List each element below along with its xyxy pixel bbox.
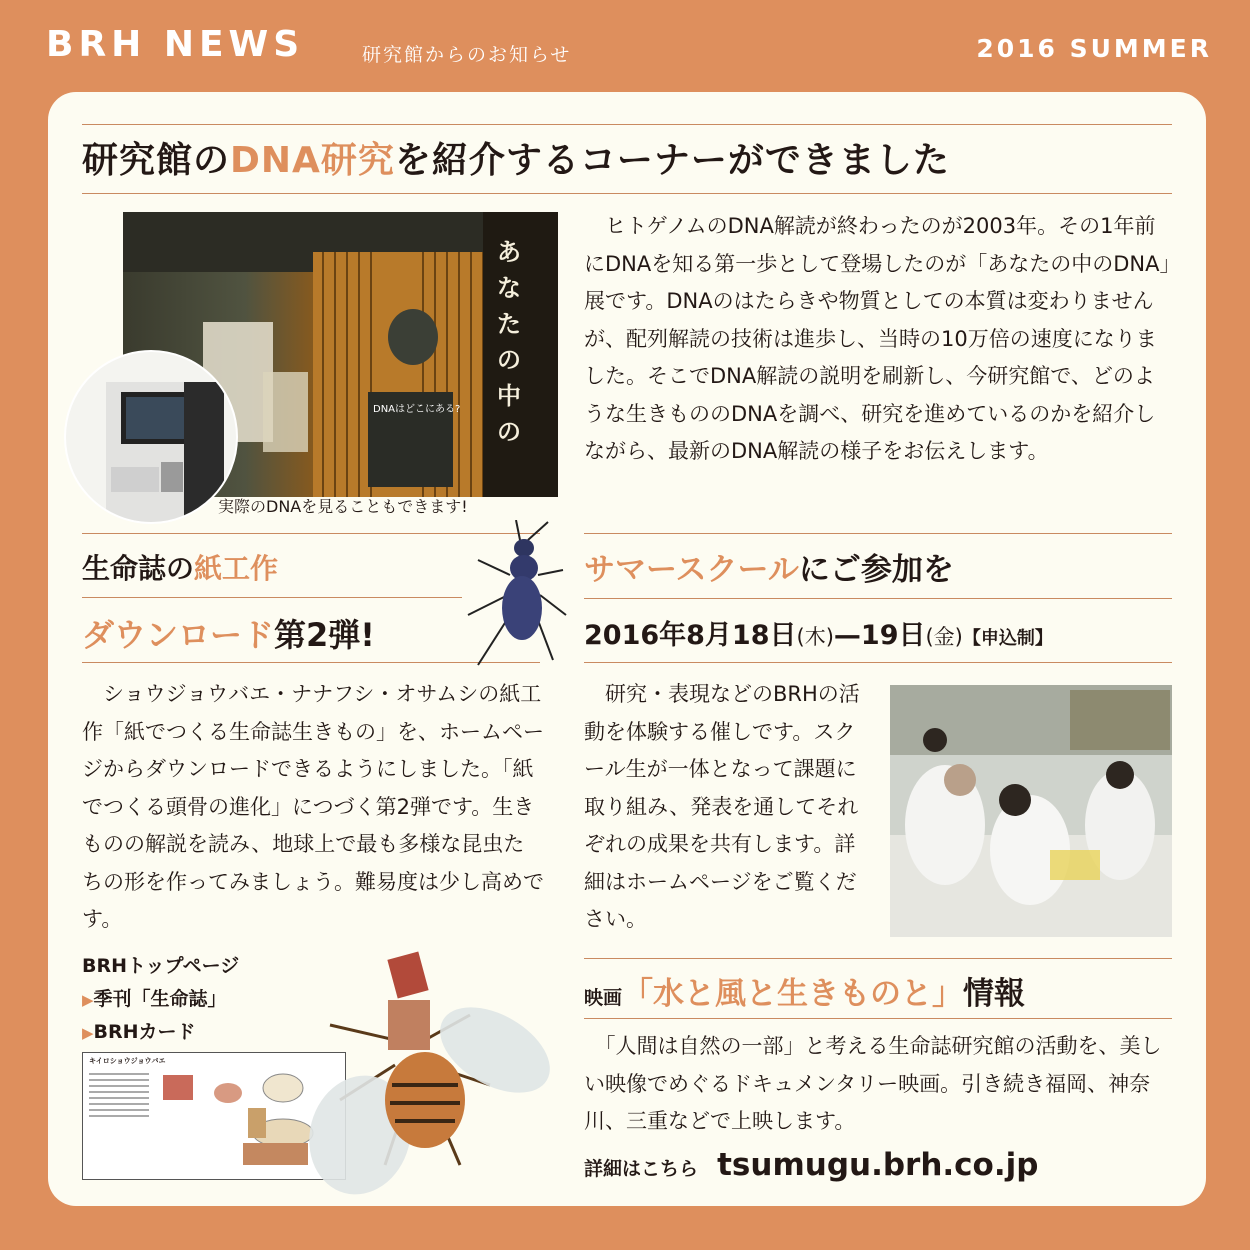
paper-article-body: ショウジョウバエ・ナナフシ・オサムシの紙工作「紙でつくる生命誌生きもの」を、ホームページからダウンロードできるようにしました。「紙でつくる頭骨の進化」につづく第2弾です。生きものの解説を読み、地球上で最も多様な昆虫たちの形を作ってみましょう。難易度は少し高めです。 — [82, 682, 544, 931]
film-body: 「人間は自然の一部」と考える生命誌研究館の活動を、美しい映像でめぐるドキュメンタリー映画。引き続き福岡、神奈川、三重などで上映します。 — [584, 1034, 1162, 1133]
dna-article-body: ヒトゲノムのDNA解読が終わったのが2003年。その1年前にDNAを知る第一歩として登場したのが「あなたの中のDNA」展です。DNAのはたらきや物質としての本質は変わりませんが、配列解読の技術は進歩し、当時の10万倍の速度になりました。そこでDNA解読の説明を刷新し、今研究館で、どのような生きもののDNAを調べ、研究を進めているのかを紹介しながら、最新のDNA解読の様子をお伝えします。 — [584, 214, 1170, 463]
main-headline: 研究館のDNA研究を紹介するコーナーができました — [82, 140, 950, 181]
film-heading: 映画「水と風と生きものと」情報 — [584, 976, 1026, 1012]
paper-heading-1: 生命誌の紙工作 — [82, 552, 279, 585]
divider — [82, 193, 1172, 194]
exhibit-panel-text: DNAはどこにある? — [373, 404, 461, 415]
divider — [584, 662, 1172, 663]
details-label: 詳細はこちら — [584, 1158, 699, 1180]
issue-label: 2016 SUMMER — [976, 34, 1212, 63]
divider — [584, 598, 1172, 599]
divider — [584, 533, 1172, 534]
sheet-title: キイロショウジョウバエ — [89, 1057, 166, 1065]
divider — [584, 958, 1172, 959]
divider — [82, 597, 462, 598]
fruit-fly-model — [300, 945, 560, 1200]
paper-heading-2: ダウンロード第2弾! — [82, 616, 375, 654]
divider — [82, 124, 1172, 125]
newsletter-subtitle: 研究館からのお知らせ — [362, 44, 572, 66]
summer-body: 研究・表現などのBRHの活動を体験する催しです。スクール生が一体となって課題に取り組み、発表を通してそれぞれの成果を共有します。詳細はホームページをご覧ください。 — [584, 682, 860, 931]
link-brh-card[interactable]: ▶BRHカード — [82, 1021, 196, 1043]
divider — [584, 1018, 1172, 1019]
newsletter-title: BRH NEWS — [46, 24, 305, 65]
film-url[interactable]: tsumugu.brh.co.jp — [717, 1147, 1039, 1183]
link-brh-top[interactable]: BRHトップページ — [82, 955, 240, 977]
film-details — [584, 1147, 1038, 1183]
photo-caption: 実際のDNAを見ることもできます! — [218, 497, 468, 516]
exhibit-sign: あなたの中の — [497, 238, 521, 446]
summer-date: 2016年8月18日(木)—19日(金)【申込制】 — [584, 620, 1053, 651]
sequencer-photo — [64, 350, 238, 524]
summer-school-photo — [890, 685, 1172, 937]
link-quarterly[interactable]: ▶季刊「生命誌」 — [82, 988, 227, 1010]
beetle-illustration — [458, 520, 568, 670]
summer-heading: サマースクールにご参加を — [584, 552, 954, 588]
paper-links — [82, 950, 239, 1049]
